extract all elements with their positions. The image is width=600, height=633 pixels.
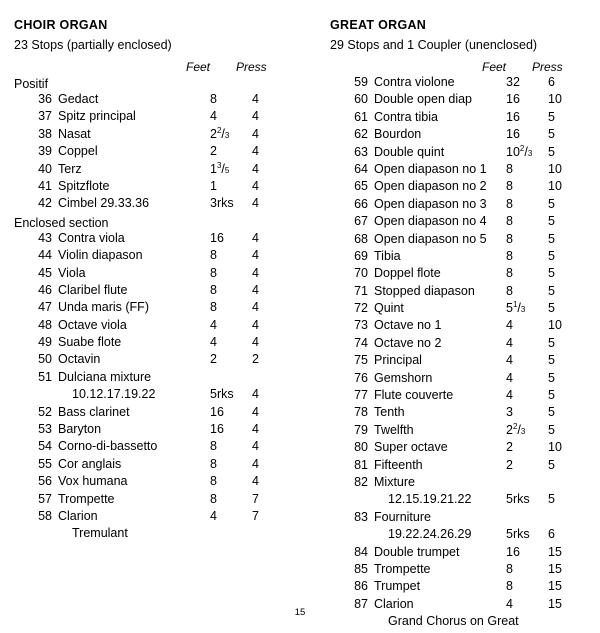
great-organ-header-row [330, 60, 592, 75]
stop-number: 82 [354, 474, 368, 489]
stop-feet: 2 [506, 457, 513, 472]
stop-name: Cor anglais [58, 456, 122, 471]
stop-row [14, 283, 314, 300]
stop-row [14, 526, 314, 543]
stop-number: 46 [38, 282, 52, 297]
stop-feet: 3rks [210, 196, 234, 211]
stop-feet: $2^2/3$ [506, 421, 526, 437]
stop-feet: 8 [506, 561, 513, 576]
stop-pressure: 5 [548, 353, 555, 368]
stop-number: 85 [354, 561, 368, 576]
stop-feet: 8 [210, 491, 217, 506]
stop-feet: 1 [210, 178, 217, 193]
stop-pressure: 5 [548, 457, 555, 472]
stop-name: Corno-di-bassetto [58, 439, 158, 454]
stop-feet: 8 [506, 214, 513, 229]
stop-number: 54 [38, 439, 52, 454]
stop-name: Trompette [58, 491, 115, 506]
stop-pressure: 5 [548, 266, 555, 281]
stop-pressure: 4 [252, 456, 259, 471]
stop-row [330, 266, 592, 283]
stop-name: Octave viola [58, 317, 127, 332]
stop-row [330, 318, 592, 335]
stop-number: 44 [38, 248, 52, 263]
stop-number: 75 [354, 353, 368, 368]
stop-number: 86 [354, 579, 368, 594]
stop-pressure: 5 [548, 231, 555, 246]
stop-row [330, 179, 592, 196]
stop-row [330, 284, 592, 301]
stop-name: 12.15.19.21.22 [388, 492, 472, 507]
stop-name: Double quint [374, 144, 445, 159]
stop-feet: 2 [210, 144, 217, 159]
stop-name: Open diapason no 2 [374, 179, 487, 194]
stop-feet: 8 [506, 196, 513, 211]
stop-feet: 8 [506, 579, 513, 594]
stop-feet: 5rks [506, 527, 530, 542]
stop-row [330, 127, 592, 144]
stop-feet: 4 [506, 353, 513, 368]
stop-feet: 4 [506, 370, 513, 385]
stop-name: Trumpet [374, 579, 421, 594]
great-organ-column [330, 18, 592, 632]
stop-row [330, 545, 592, 562]
stop-number: 64 [354, 161, 368, 176]
stop-feet: 8 [506, 179, 513, 194]
stop-row [330, 579, 592, 596]
stop-pressure: 5 [548, 370, 555, 385]
stop-number: 50 [38, 352, 52, 367]
stop-feet: 16 [506, 92, 520, 107]
stop-row [330, 562, 592, 579]
stop-name: Spitz principal [58, 109, 136, 124]
great-organ-title: GREAT ORGAN [330, 18, 427, 32]
stop-number: 41 [38, 178, 52, 193]
stop-number: 37 [38, 109, 52, 124]
stop-number: 87 [354, 596, 368, 611]
stop-pressure: 4 [252, 335, 259, 350]
stop-row [14, 492, 314, 509]
stop-feet: 8 [210, 92, 217, 106]
stop-number: 48 [38, 317, 52, 332]
stop-pressure: 5 [548, 422, 555, 437]
choir-organ-header-row [14, 60, 314, 75]
stop-name: Doppel flote [374, 266, 441, 281]
stop-name: Double trumpet [374, 544, 460, 559]
stop-name: Principal [374, 353, 422, 368]
stop-feet: 16 [210, 422, 224, 437]
stop-pressure: 15 [548, 596, 562, 611]
stop-name: Super octave [374, 440, 448, 455]
stop-number: 52 [38, 404, 52, 419]
stop-row [330, 162, 592, 179]
stop-pressure: 4 [252, 109, 259, 124]
stop-number: 77 [354, 388, 368, 403]
stop-row [330, 388, 592, 405]
stop-number: 45 [38, 265, 52, 280]
great-press-header: Press [532, 60, 563, 74]
stop-pressure: 4 [252, 265, 259, 280]
stop-number: 66 [354, 196, 368, 211]
stop-feet: 2 [506, 440, 513, 455]
stop-row [14, 405, 314, 422]
stop-pressure: 4 [252, 317, 259, 332]
stop-name: Tremulant [72, 526, 128, 541]
stop-feet: 16 [506, 127, 520, 142]
stop-feet: 8 [210, 439, 217, 454]
stop-feet: $2^2/3$ [210, 125, 230, 141]
stop-number: 42 [38, 196, 52, 211]
stop-name: Cimbel 29.33.36 [58, 196, 150, 211]
stop-name: Bass clarinet [58, 404, 130, 419]
stop-feet: $1^3/5$ [210, 160, 230, 176]
stop-feet: 4 [210, 317, 217, 332]
stop-feet: 8 [210, 300, 217, 315]
stop-feet: 2 [210, 352, 217, 367]
stop-feet: 8 [506, 248, 513, 263]
stop-number: 83 [354, 509, 368, 524]
stop-name: Open diapason no 3 [374, 196, 487, 211]
stop-pressure: 5 [548, 144, 555, 159]
stop-row [14, 144, 314, 161]
stop-pressure: 5 [548, 283, 555, 298]
stop-row [330, 510, 592, 527]
stop-feet: 16 [210, 230, 224, 245]
stop-feet: 4 [210, 335, 217, 350]
stop-row [14, 422, 314, 439]
choir-feet-header: Feet [186, 60, 211, 74]
stop-pressure: 6 [548, 75, 555, 89]
stop-number: 51 [38, 369, 52, 384]
stop-row [14, 109, 314, 126]
stop-pressure: 15 [548, 579, 562, 594]
stop-name: Bourdon [374, 127, 422, 142]
stop-number: 65 [354, 179, 368, 194]
stop-row [330, 492, 592, 509]
stop-name: Spitzflote [58, 178, 110, 193]
stop-pressure: 10 [548, 318, 562, 333]
stop-row [330, 110, 592, 127]
stop-name: Contra viola [58, 230, 125, 245]
stop-number: 63 [354, 144, 368, 159]
stop-pressure: 4 [252, 230, 259, 245]
stop-pressure: 7 [252, 491, 259, 506]
stop-name: Octavin [58, 352, 101, 367]
stop-name: Nasat [58, 126, 91, 141]
stop-feet: 8 [210, 248, 217, 263]
stop-number: 80 [354, 440, 368, 455]
stop-row [14, 387, 314, 404]
stop-name: Twelfth [374, 422, 414, 437]
choir-organ-title: CHOIR ORGAN [14, 18, 108, 32]
choir-organ-sections [14, 77, 314, 544]
stop-feet: 16 [506, 109, 520, 124]
stop-name: Fifteenth [374, 457, 423, 472]
stop-feet: 4 [210, 508, 217, 523]
stop-pressure: 5 [548, 335, 555, 350]
stop-pressure: 4 [252, 178, 259, 193]
stop-pressure: 4 [252, 126, 259, 141]
stop-feet: 8 [210, 456, 217, 471]
stop-pressure: 5 [548, 248, 555, 263]
stop-name: Dulciana mixture [58, 369, 152, 384]
stop-row [330, 197, 592, 214]
stop-feet: $10^2/3$ [506, 143, 533, 159]
stop-number: 71 [354, 283, 368, 298]
stop-row [330, 92, 592, 109]
stop-pressure: 5 [548, 301, 555, 316]
stop-feet: 8 [506, 231, 513, 246]
stop-number: 81 [354, 457, 368, 472]
stop-number: 84 [354, 544, 368, 559]
stop-row [14, 439, 314, 456]
stop-number: 68 [354, 231, 368, 246]
stop-number: 59 [354, 75, 368, 89]
stop-name: Contra tibia [374, 109, 438, 124]
stop-name: Flute couverte [374, 388, 454, 403]
stop-row [14, 127, 314, 144]
stop-name: Double open diap [374, 92, 472, 107]
stop-feet: 5rks [506, 492, 530, 507]
stop-row [14, 162, 314, 179]
stop-row [14, 318, 314, 335]
stop-row [330, 405, 592, 422]
stop-number: 72 [354, 301, 368, 316]
stop-number: 56 [38, 474, 52, 489]
page-number: 15 [294, 607, 306, 618]
stop-pressure: 5 [548, 405, 555, 420]
stop-pressure: 4 [252, 92, 259, 106]
stop-name: Terz [58, 161, 82, 176]
stop-row [14, 335, 314, 352]
choir-organ-column [14, 18, 314, 544]
stop-pressure: 4 [252, 196, 259, 211]
stop-feet: $5^1/3$ [506, 299, 526, 316]
stop-feet: 32 [506, 75, 520, 89]
stop-name: Octave no 1 [374, 318, 442, 333]
stop-row [14, 248, 314, 265]
stop-row [330, 475, 592, 492]
stop-pressure: 4 [252, 248, 259, 263]
stop-pressure: 5 [548, 214, 555, 229]
stop-number: 57 [38, 491, 52, 506]
stop-number: 62 [354, 127, 368, 142]
great-organ-subtitle: 29 Stops and 1 Coupler (unenclosed) [330, 38, 538, 52]
stop-name: Open diapason no 4 [374, 214, 487, 229]
stop-feet: 4 [506, 318, 513, 333]
stop-row [14, 179, 314, 196]
stop-name: Contra violone [374, 75, 455, 89]
stop-name: Open diapason no 5 [374, 231, 487, 246]
stop-feet: 8 [506, 161, 513, 176]
stop-number: 67 [354, 214, 368, 229]
stop-name: Octave no 2 [374, 335, 442, 350]
stop-number: 61 [354, 109, 368, 124]
stop-name: Tenth [374, 405, 405, 420]
stop-number: 39 [38, 144, 52, 159]
stop-row [330, 232, 592, 249]
stop-feet: 8 [210, 474, 217, 489]
stop-pressure: 4 [252, 144, 259, 159]
stop-row [14, 231, 314, 248]
stop-feet: 16 [506, 544, 520, 559]
stop-number: 74 [354, 335, 368, 350]
stop-name: Stopped diapason [374, 283, 475, 298]
stop-name: Suabe flote [58, 335, 122, 350]
stop-pressure: 2 [252, 352, 259, 367]
section-label: Positif [14, 77, 49, 91]
stop-name: Clarion [374, 596, 414, 611]
stop-row [330, 440, 592, 457]
stop-number: 76 [354, 370, 368, 385]
stop-row [14, 300, 314, 317]
stop-row [14, 509, 314, 526]
stop-feet: 8 [210, 282, 217, 297]
stop-pressure: 15 [548, 544, 562, 559]
stop-name: Clarion [58, 508, 98, 523]
stop-pressure: 10 [548, 440, 562, 455]
stop-number: 36 [38, 92, 52, 106]
stop-pressure: 5 [548, 388, 555, 403]
stop-pressure: 5 [548, 127, 555, 142]
stop-row [330, 336, 592, 353]
stop-feet: 8 [506, 283, 513, 298]
stop-name: Claribel flute [58, 282, 128, 297]
stop-row [14, 196, 314, 213]
stop-number: 79 [354, 422, 368, 437]
stop-number: 58 [38, 508, 52, 523]
stop-pressure: 4 [252, 387, 259, 402]
stop-feet: 8 [506, 266, 513, 281]
stop-number: 55 [38, 456, 52, 471]
stop-feet: 8 [210, 265, 217, 280]
stop-number: 40 [38, 161, 52, 176]
stop-pressure: 5 [548, 492, 555, 507]
great-organ-sections [330, 75, 592, 632]
stop-number: 70 [354, 266, 368, 281]
stop-pressure: 10 [548, 179, 562, 194]
stop-feet: 3 [506, 405, 513, 420]
stop-feet: 16 [210, 404, 224, 419]
stop-number: 47 [38, 300, 52, 315]
stop-pressure: 6 [548, 527, 555, 542]
stop-name: Vox humana [58, 474, 128, 489]
stop-pressure: 5 [548, 109, 555, 124]
stop-pressure: 10 [548, 92, 562, 107]
stop-pressure: 7 [252, 508, 259, 523]
stop-row [330, 301, 592, 318]
stop-name: Gedact [58, 92, 99, 106]
stop-row [14, 92, 314, 109]
stop-row [330, 249, 592, 266]
stop-row [14, 352, 314, 369]
stop-feet: 5rks [210, 387, 234, 402]
stop-pressure: 15 [548, 561, 562, 576]
stop-pressure: 4 [252, 404, 259, 419]
stop-name: Gemshorn [374, 370, 433, 385]
stop-name: Open diapason no 1 [374, 161, 487, 176]
stop-name: Tibia [374, 248, 401, 263]
stop-number: 53 [38, 422, 52, 437]
stop-pressure: 4 [252, 282, 259, 297]
stop-row [330, 423, 592, 440]
stop-name: Quint [374, 301, 404, 316]
stop-pressure: 4 [252, 422, 259, 437]
stop-name: Coppel [58, 144, 98, 159]
stop-number: 78 [354, 405, 368, 420]
stop-row [14, 457, 314, 474]
choir-organ-subtitle: 23 Stops (partially enclosed) [14, 38, 172, 52]
stop-name: Unda maris (FF) [58, 300, 149, 315]
stop-pressure: 4 [252, 439, 259, 454]
stop-feet: 4 [506, 388, 513, 403]
stop-name: Mixture [374, 474, 415, 489]
stop-row [14, 474, 314, 491]
stop-name: 19.22.24.26.29 [388, 527, 472, 542]
great-feet-header: Feet [482, 60, 507, 74]
stop-feet: 4 [210, 109, 217, 124]
stop-number: 49 [38, 335, 52, 350]
stop-pressure: 10 [548, 161, 562, 176]
stop-row [330, 527, 592, 544]
stop-pressure: 4 [252, 300, 259, 315]
stop-number: 73 [354, 318, 368, 333]
stop-name: Trompette [374, 561, 431, 576]
stop-name: Baryton [58, 422, 102, 437]
stop-row [330, 214, 592, 231]
stop-name: Viola [58, 265, 86, 280]
stop-row [330, 75, 592, 92]
stop-number: 60 [354, 92, 368, 107]
stop-number: 69 [354, 248, 368, 263]
stop-row [14, 266, 314, 283]
stop-pressure: 4 [252, 474, 259, 489]
section-label: Enclosed section [14, 215, 109, 230]
stop-name: Fourniture [374, 509, 431, 524]
stop-name: 10.12.17.19.22 [72, 387, 156, 402]
stop-number: 38 [38, 126, 52, 141]
stop-pressure: 5 [548, 196, 555, 211]
choir-press-header: Press [236, 60, 267, 74]
stop-name: Grand Chorus on Great [388, 614, 519, 629]
stop-feet: 4 [506, 596, 513, 611]
stop-row [330, 458, 592, 475]
stop-feet: 4 [506, 335, 513, 350]
stop-pressure: 4 [252, 161, 259, 176]
stop-row [14, 370, 314, 387]
stop-number: 43 [38, 230, 52, 245]
stop-name: Violin diapason [58, 248, 143, 263]
stop-row [330, 145, 592, 162]
stop-row [330, 353, 592, 370]
stop-row [330, 371, 592, 388]
